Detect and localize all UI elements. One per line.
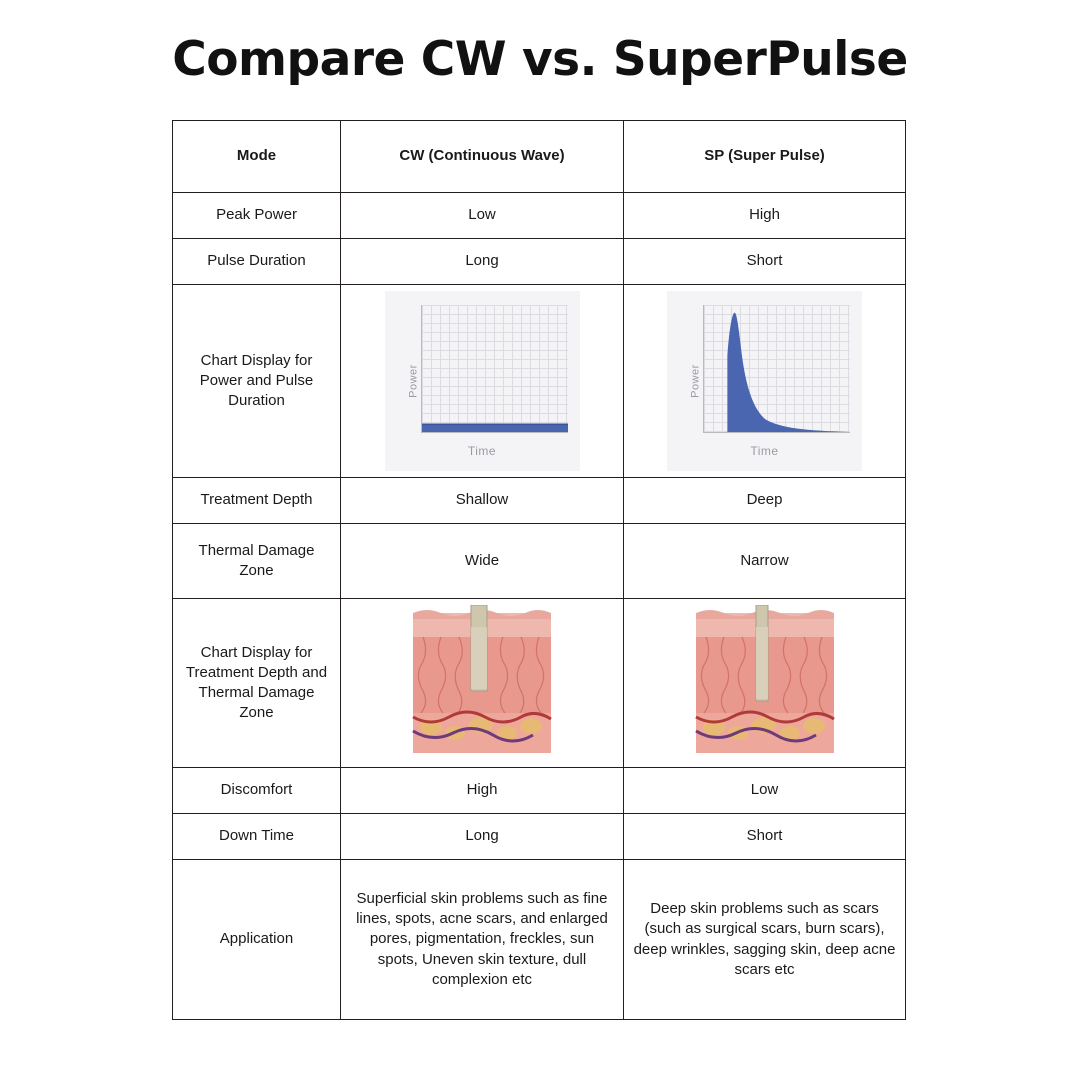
column-header-mode: Mode bbox=[173, 121, 341, 193]
cell-cw-down-time: Long bbox=[341, 814, 624, 860]
row-label-down-time: Down Time bbox=[173, 814, 341, 860]
cw-chart-y-axis-label: Power bbox=[406, 364, 419, 398]
cell-sp-power-chart bbox=[624, 285, 906, 478]
sp-chart-y-axis-label: Power bbox=[689, 364, 702, 398]
row-label-power-chart: Chart Display for Power and Pulse Duration bbox=[173, 285, 341, 478]
column-header-sp: SP (Super Pulse) bbox=[624, 121, 906, 193]
sp-chart-x-axis-label: Time bbox=[750, 443, 779, 458]
cell-cw-thermal-damage-zone: Wide bbox=[341, 524, 624, 599]
page-title: Compare CW vs. SuperPulse bbox=[172, 32, 908, 87]
table-row bbox=[173, 239, 906, 285]
comparison-table bbox=[172, 120, 906, 1020]
column-header-cw: CW (Continuous Wave) bbox=[341, 121, 624, 193]
cell-sp-application: Deep skin problems such as scars (such as surgical scars, burn scars), deep wrinkles, sagging skin, deep acne scars etc bbox=[624, 860, 906, 1020]
table-row bbox=[173, 599, 906, 768]
row-label-thermal-damage-zone: Thermal Damage Zone bbox=[173, 524, 341, 599]
table-row bbox=[173, 860, 906, 1020]
sp-skin-cross-section-image bbox=[690, 605, 840, 761]
table-header-row bbox=[173, 121, 906, 193]
cell-cw-power-chart bbox=[341, 285, 624, 478]
cw-chart-x-axis-label: Time bbox=[467, 443, 497, 458]
skin-diagram-sp bbox=[690, 605, 840, 761]
cw-skin-cross-section-image bbox=[407, 605, 557, 761]
sp-power-chart bbox=[667, 291, 862, 471]
cell-sp-down-time: Short bbox=[624, 814, 906, 860]
row-label-treatment-depth: Treatment Depth bbox=[173, 478, 341, 524]
cell-cw-application: Superficial skin problems such as fine lines, spots, acne scars, and enlarged pores, pigmentation, freckles, sun spots, Uneven skin texture, dull complexion etc bbox=[341, 860, 624, 1020]
comparison-table-wrapper bbox=[172, 120, 905, 1020]
cell-sp-pulse-duration: Short bbox=[624, 239, 906, 285]
cell-sp-discomfort: Low bbox=[624, 768, 906, 814]
cell-sp-thermal-damage-zone: Narrow bbox=[624, 524, 906, 599]
cell-sp-treatment-depth: Deep bbox=[624, 478, 906, 524]
table-row bbox=[173, 193, 906, 239]
cell-sp-skin-illustration bbox=[624, 599, 906, 768]
table-row bbox=[173, 768, 906, 814]
table-row bbox=[173, 814, 906, 860]
sp-chart-plot-area bbox=[703, 305, 850, 433]
row-label-discomfort: Discomfort bbox=[173, 768, 341, 814]
table-row bbox=[173, 285, 906, 478]
cell-sp-peak-power: High bbox=[624, 193, 906, 239]
table-row bbox=[173, 524, 906, 599]
table-row bbox=[173, 478, 906, 524]
cell-cw-discomfort: High bbox=[341, 768, 624, 814]
cw-power-chart bbox=[385, 291, 580, 471]
cell-cw-pulse-duration: Long bbox=[341, 239, 624, 285]
cell-cw-peak-power: Low bbox=[341, 193, 624, 239]
row-label-pulse-duration: Pulse Duration bbox=[173, 239, 341, 285]
row-label-application: Application bbox=[173, 860, 341, 1020]
cell-cw-treatment-depth: Shallow bbox=[341, 478, 624, 524]
row-label-peak-power: Peak Power bbox=[173, 193, 341, 239]
cw-chart-plot-area bbox=[421, 305, 568, 433]
row-label-depth-chart: Chart Display for Treatment Depth and Thermal Damage Zone bbox=[173, 599, 341, 768]
cw-chart-series bbox=[422, 305, 568, 432]
skin-diagram-cw bbox=[407, 605, 557, 761]
cell-cw-skin-illustration bbox=[341, 599, 624, 768]
sp-chart-series bbox=[704, 305, 850, 432]
